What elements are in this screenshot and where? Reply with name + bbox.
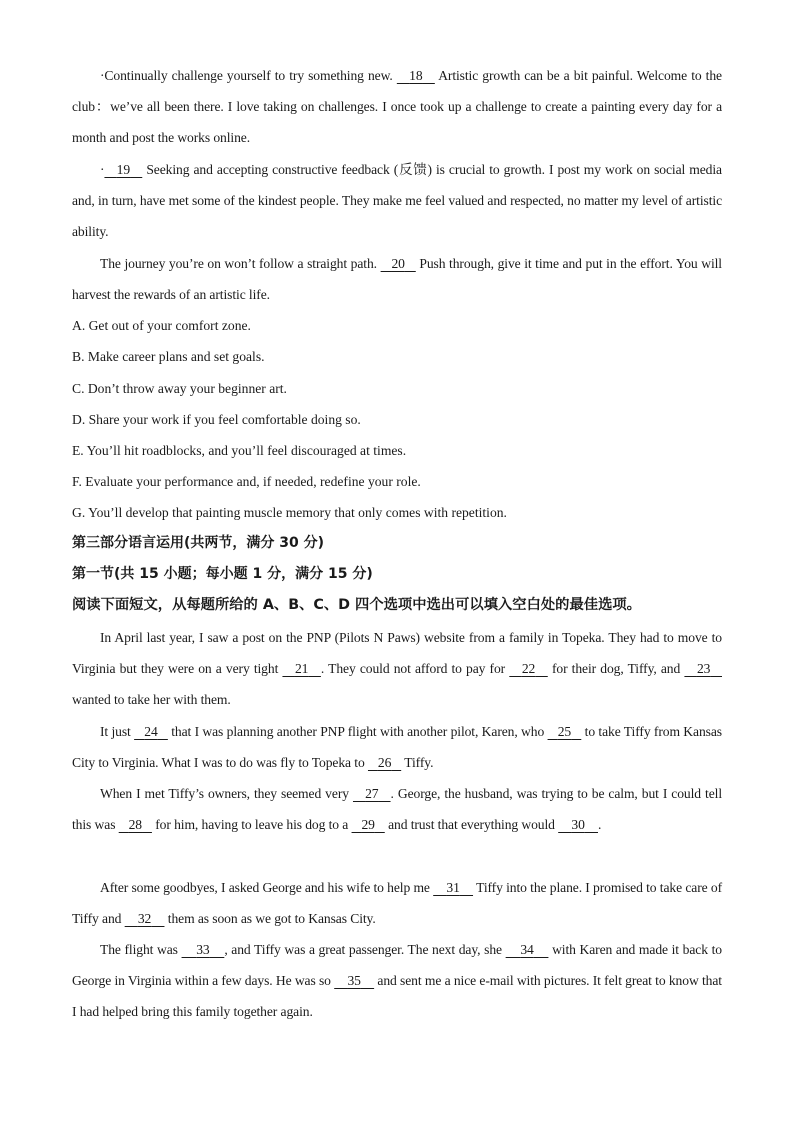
text: The flight was [100,942,178,957]
cloze-paragraph-2 [72,716,722,778]
blank-33: 33 [196,942,210,957]
blank-23: 23 [696,661,711,677]
section-instruction: 阅读下面短文，从每题所给的 A、B、C、D 四个选项中选出可以填入空白处的最佳选项。 [72,597,641,613]
text: for him, having to leave his dog to a [155,817,349,833]
text: When I met Tiffy’s owners, they seemed very [100,786,349,801]
blank-35: 35 [347,973,361,989]
blank-24: 24 [144,724,158,739]
text: After some goodbyes, I asked George and his wife to help me [100,880,430,895]
text: . George, the husband, was trying to be calm, but I could tell this was [72,786,722,833]
section-title-part3: 第三部分语言运用(共两节，满分 30 分) [72,535,325,551]
blank-32: 32 [137,911,152,927]
blank-18: 18 [409,68,423,83]
text: Tiffy into the plane. I promised to take care of Tiffy and [72,880,722,927]
option-c: C. Don’t throw away your beginner art. [72,381,287,396]
reading-paragraph-19 [72,154,722,248]
text: It just [100,724,131,739]
blank-25: 25 [557,724,572,739]
text: wanted to take her with them. [72,692,231,708]
option-b: B. Make career plans and set goals. [72,349,265,364]
cloze-paragraph-5 [72,934,722,1028]
blank-28: 28 [128,817,143,833]
cloze-paragraph-4 [72,872,722,934]
text: them as soon as we got to Kansas City. [167,911,376,927]
text: Seeking and accepting constructive feedback (反馈) is crucial to growth. I post my work on social media and, in turn, have met some of the kindest people. They make me feel valued and respected, no matter my level of artistic ability. [72,162,722,240]
blank-34: 34 [520,942,534,957]
option-a: A. Get out of your comfort zone. [72,318,251,333]
text: Tiffy. [404,755,434,771]
option-f: F. Evaluate your performance and, if needed, redefine your role. [72,474,421,489]
text: that I was planning another PNP flight with another pilot, Karen, who [171,724,545,739]
option-g: G. You’ll develop that painting muscle memory that only comes with repetition. [72,505,507,520]
text: . [598,817,602,833]
blank-22: 22 [521,661,536,677]
reading-paragraph-20 [72,248,722,310]
blank-31: 31 [446,880,460,895]
text: to take Tiffy from Kansas City to Virginia. What I was to do was fly to Topeka to [72,724,722,771]
cloze-paragraph-1 [72,622,722,716]
text: and trust that everything would [388,817,555,833]
text: In April last year, I saw a post on the PNP (Pilots N Paws) website from a family in Topeka. They had to move to Virginia but they were on a very tight [72,630,722,677]
blank-29: 29 [361,817,375,833]
text: for their dog, Tiffy, and [551,661,681,677]
text: ·Continually challenge yourself to try something new. [100,68,393,83]
text: Artistic growth can be a bit painful. Welcome to the club：we’ve all been there. I love taking on challenges. I once took up a challenge to create a painting every day for a month and post the works online. [72,68,722,146]
text: The journey you’re on won’t follow a straight path. [100,256,377,271]
section-title-sec1: 第一节(共 15 小题；每小题 1 分，满分 15 分) [72,566,373,582]
blank-26: 26 [377,755,392,771]
text: Push through, give it time and put in the effort. You will harvest the rewards of an artistic life. [72,256,722,303]
blank-19: 19 [116,162,131,177]
text: with Karen and made it back to George in Virginia within a few days. He was so [72,942,722,989]
text: . They could not afford to pay for [320,661,506,677]
text: and sent me a nice e-mail with pictures. It felt great to know that I had helped bring this family together again. [72,973,722,1020]
reading-paragraph-18 [72,60,722,154]
blank-27: 27 [365,786,379,801]
blank-30: 30 [571,817,585,833]
option-d: D. Share your work if you feel comfortable doing so. [72,412,361,427]
blank-20: 20 [391,256,405,271]
text: , and Tiffy was a great passenger. The next day, she [224,942,502,957]
option-e: E. You’ll hit roadblocks, and you’ll feel discouraged at times. [72,443,407,458]
cloze-paragraph-3 [72,778,722,840]
text: · [100,162,105,177]
blank-21: 21 [294,661,309,677]
